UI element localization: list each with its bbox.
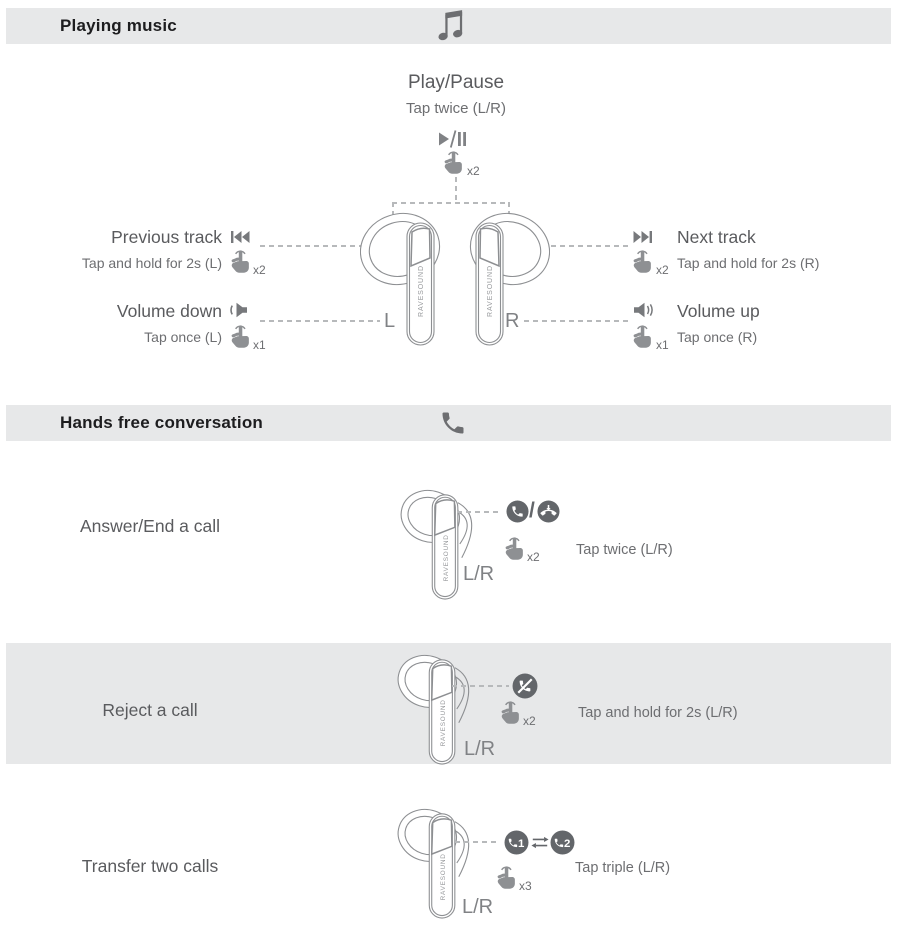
earbud-side-label: L/R [462,896,494,918]
previous-track-title: Previous track [111,227,222,247]
next-track-label [677,227,897,271]
tap-finger-icon [630,246,654,274]
tap-gesture-icon [228,246,252,274]
tap-finger-icon [228,321,252,349]
earbud-side-label: L/R [464,738,496,760]
previous-track-icon [230,230,250,244]
tap-gesture-icon [630,246,654,274]
earbud-side-label: L/R [463,563,495,585]
volume-down-label [0,301,222,345]
volume-up-label [677,301,897,345]
end-call-icon [537,500,560,523]
svg-text:2: 2 [564,838,571,851]
tap-count: x2 [253,263,266,277]
play-pause-label [356,72,556,117]
previous-track-subtitle: Tap and hold for 2s (L) [81,255,222,271]
volume-down-subtitle: Tap once (L) [144,329,222,345]
answer-call-icon [506,500,529,523]
tap-finger-icon [228,246,252,274]
right-earbud-label: R [505,310,520,332]
tap-count: x3 [519,879,532,893]
play-pause-subtitle: Tap twice (L/R) [405,100,507,117]
call-one-icon [504,830,529,855]
transfer-calls-title: Transfer two calls [81,856,219,876]
tap-count: x2 [523,714,536,728]
svg-text:RAVESOUND: RAVESOUND [487,265,494,317]
tap-count: x1 [656,338,669,352]
volume-down-icon [228,302,250,318]
volume-up-title: Volume up [677,301,760,321]
next-track-title: Next track [677,227,756,247]
volume-down-title: Volume down [116,301,222,321]
svg-text:RAVESOUND: RAVESOUND [440,853,447,901]
tap-finger-icon [498,697,522,725]
hands-free-title: Hands free conversation [60,413,263,432]
tap-gesture-icon [441,147,465,175]
tap-count: x2 [527,550,540,564]
volume-up-subtitle: Tap once (R) [677,329,758,345]
previous-track-label [0,227,222,271]
playing-music-title: Playing music [60,16,177,35]
tap-gesture-icon [630,321,654,349]
tap-finger-icon [441,147,465,175]
dashed-connector [457,511,502,513]
playing-music-banner [6,8,891,44]
svg-text:1: 1 [518,838,525,851]
tap-gesture-icon [498,697,522,725]
svg-text:RAVESOUND: RAVESOUND [443,534,450,582]
play-pause-title: Play/Pause [407,72,505,93]
volume-up-icon [631,302,655,318]
call-two-icon [550,830,575,855]
answer-end-title: Answer/End a call [79,516,221,536]
transfer-calls-instruction: Tap triple (L/R) [575,860,671,876]
reject-call-instruction: Tap and hold for 2s (L/R) [578,705,738,721]
tap-gesture-icon [502,533,526,561]
play-pause-icon [438,129,468,149]
swap-arrows-icon [531,836,549,849]
dashed-connector [452,685,509,687]
hands-free-banner [6,405,891,441]
next-track-subtitle: Tap and hold for 2s (R) [677,255,820,271]
answer-end-instruction: Tap twice (L/R) [576,542,673,558]
left-earbud-label: L [384,310,396,332]
separator-slash: / [529,499,535,522]
phone-icon [439,409,467,437]
tap-gesture-icon [494,862,518,890]
svg-text:RAVESOUND: RAVESOUND [418,265,425,317]
music-note-icon [436,10,464,42]
tap-finger-icon [502,533,526,561]
svg-text:RAVESOUND: RAVESOUND [440,699,447,747]
tap-count: x2 [656,263,669,277]
tap-count: x2 [467,164,480,178]
reject-call-icon [512,673,538,699]
next-track-icon [633,230,653,244]
tap-gesture-icon [228,321,252,349]
tap-finger-icon [494,862,518,890]
dashed-connector [455,841,499,843]
tap-finger-icon [630,321,654,349]
reject-call-title: Reject a call [102,700,198,720]
tap-count: x1 [253,338,266,352]
